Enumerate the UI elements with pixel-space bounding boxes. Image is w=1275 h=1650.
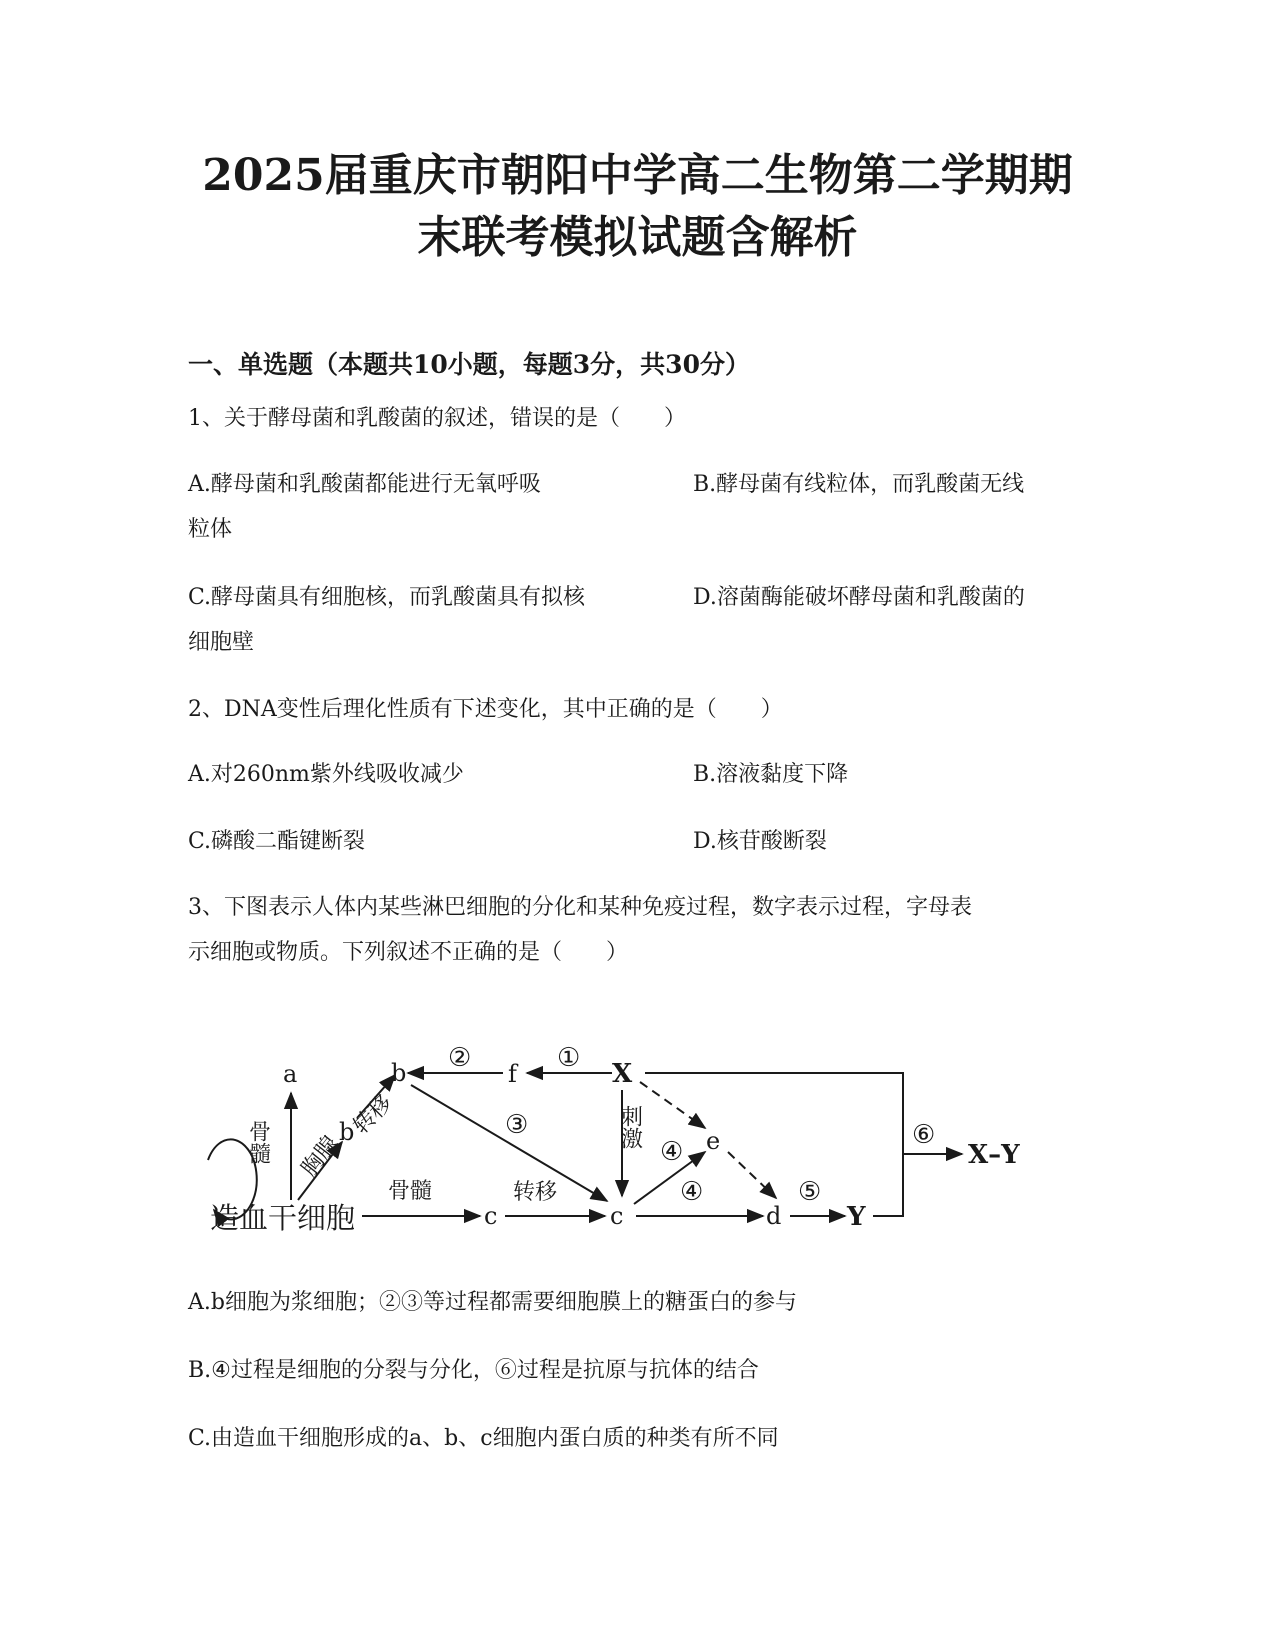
label-c-mid: c — [484, 1202, 498, 1230]
label-transfer-1: 转移 — [348, 1090, 398, 1140]
q2-option-b: B.溶液黏度下降 — [693, 762, 849, 787]
q1-option-b: B.酵母菌有线粒体，而乳酸菌无线 — [693, 472, 1025, 497]
label-a: a — [283, 1060, 298, 1088]
label-x-y: X–Y — [968, 1140, 1020, 1170]
label-step-6: ⑥ — [912, 1120, 936, 1150]
q1-option-wrap-2: 细胞壁 — [188, 630, 255, 655]
q2-option-d: D.核苷酸断裂 — [693, 829, 827, 854]
label-b-top: b — [391, 1059, 407, 1087]
label-step-1: ① — [557, 1043, 581, 1073]
label-step-3: ③ — [505, 1110, 529, 1140]
dashed-x-to-e — [640, 1082, 705, 1128]
q3-stem-line2: 示细胞或物质。下列叙述不正确的是（ ） — [188, 940, 629, 965]
q1-option-wrap: 粒体 — [188, 517, 233, 542]
q2-stem: 2、DNA变性后理化性质有下述变化，其中正确的是（ ） — [188, 697, 783, 722]
label-d: d — [766, 1202, 782, 1230]
label-thymus: 胸腺 — [297, 1131, 344, 1182]
label-stimulate: 刺激 — [617, 1105, 643, 1149]
dashed-e-to-d — [728, 1152, 776, 1198]
q1-option-c: C.酵母菌具有细胞核，而乳酸菌具有拟核 — [188, 585, 586, 610]
q3-option-c: C.由造血干细胞形成的a、b、c细胞内蛋白质的种类有所不同 — [188, 1426, 779, 1451]
label-bone-marrow-vertical: 骨髓 — [245, 1120, 271, 1164]
label-b-mid: b — [339, 1118, 355, 1146]
label-step-5: ⑤ — [798, 1177, 822, 1207]
q1-stem: 1、关于酵母菌和乳酸菌的叙述，错误的是（ ） — [188, 406, 686, 431]
label-x: X — [612, 1059, 633, 1089]
q1-option-d: D.溶菌酶能破坏酵母菌和乳酸菌的 — [693, 585, 1025, 610]
label-step-2: ② — [448, 1043, 472, 1073]
doc-title-line2: 末联考模拟试题含解析 — [417, 212, 858, 263]
label-c-right: c — [610, 1202, 624, 1230]
label-e: e — [706, 1127, 721, 1155]
section-heading: 一、单选题（本题共10小题，每题3分，共30分） — [188, 350, 750, 379]
label-transfer-2: 转移 — [513, 1180, 558, 1205]
label-step-4a: ④ — [660, 1137, 684, 1167]
label-bone-marrow-horizontal: 骨髓 — [388, 1179, 433, 1204]
q3-option-b: B.④过程是细胞的分裂与分化，⑥过程是抗原与抗体的结合 — [188, 1358, 759, 1383]
label-y: Y — [847, 1202, 866, 1232]
q3-stem-line1: 3、下图表示人体内某些淋巴细胞的分化和某种免疫过程，数字表示过程，字母表 — [188, 895, 972, 920]
label-stem-cell: 造血干细胞 — [210, 1201, 356, 1235]
q1-option-a: A.酵母菌和乳酸菌都能进行无氧呼吸 — [188, 472, 541, 497]
label-f: f — [508, 1060, 517, 1088]
arrow-b-to-c — [411, 1085, 607, 1201]
q2-option-a: A.对260nm紫外线吸收减少 — [188, 762, 464, 787]
doc-title-line1: 2025届重庆市朝阳中学高二生物第二学期期 — [202, 150, 1073, 201]
q3-option-a: A.b细胞为浆细胞；②③等过程都需要细胞膜上的糖蛋白的参与 — [188, 1290, 797, 1315]
q2-option-c: C.磷酸二酯键断裂 — [188, 829, 366, 854]
label-step-4b: ④ — [680, 1177, 704, 1207]
